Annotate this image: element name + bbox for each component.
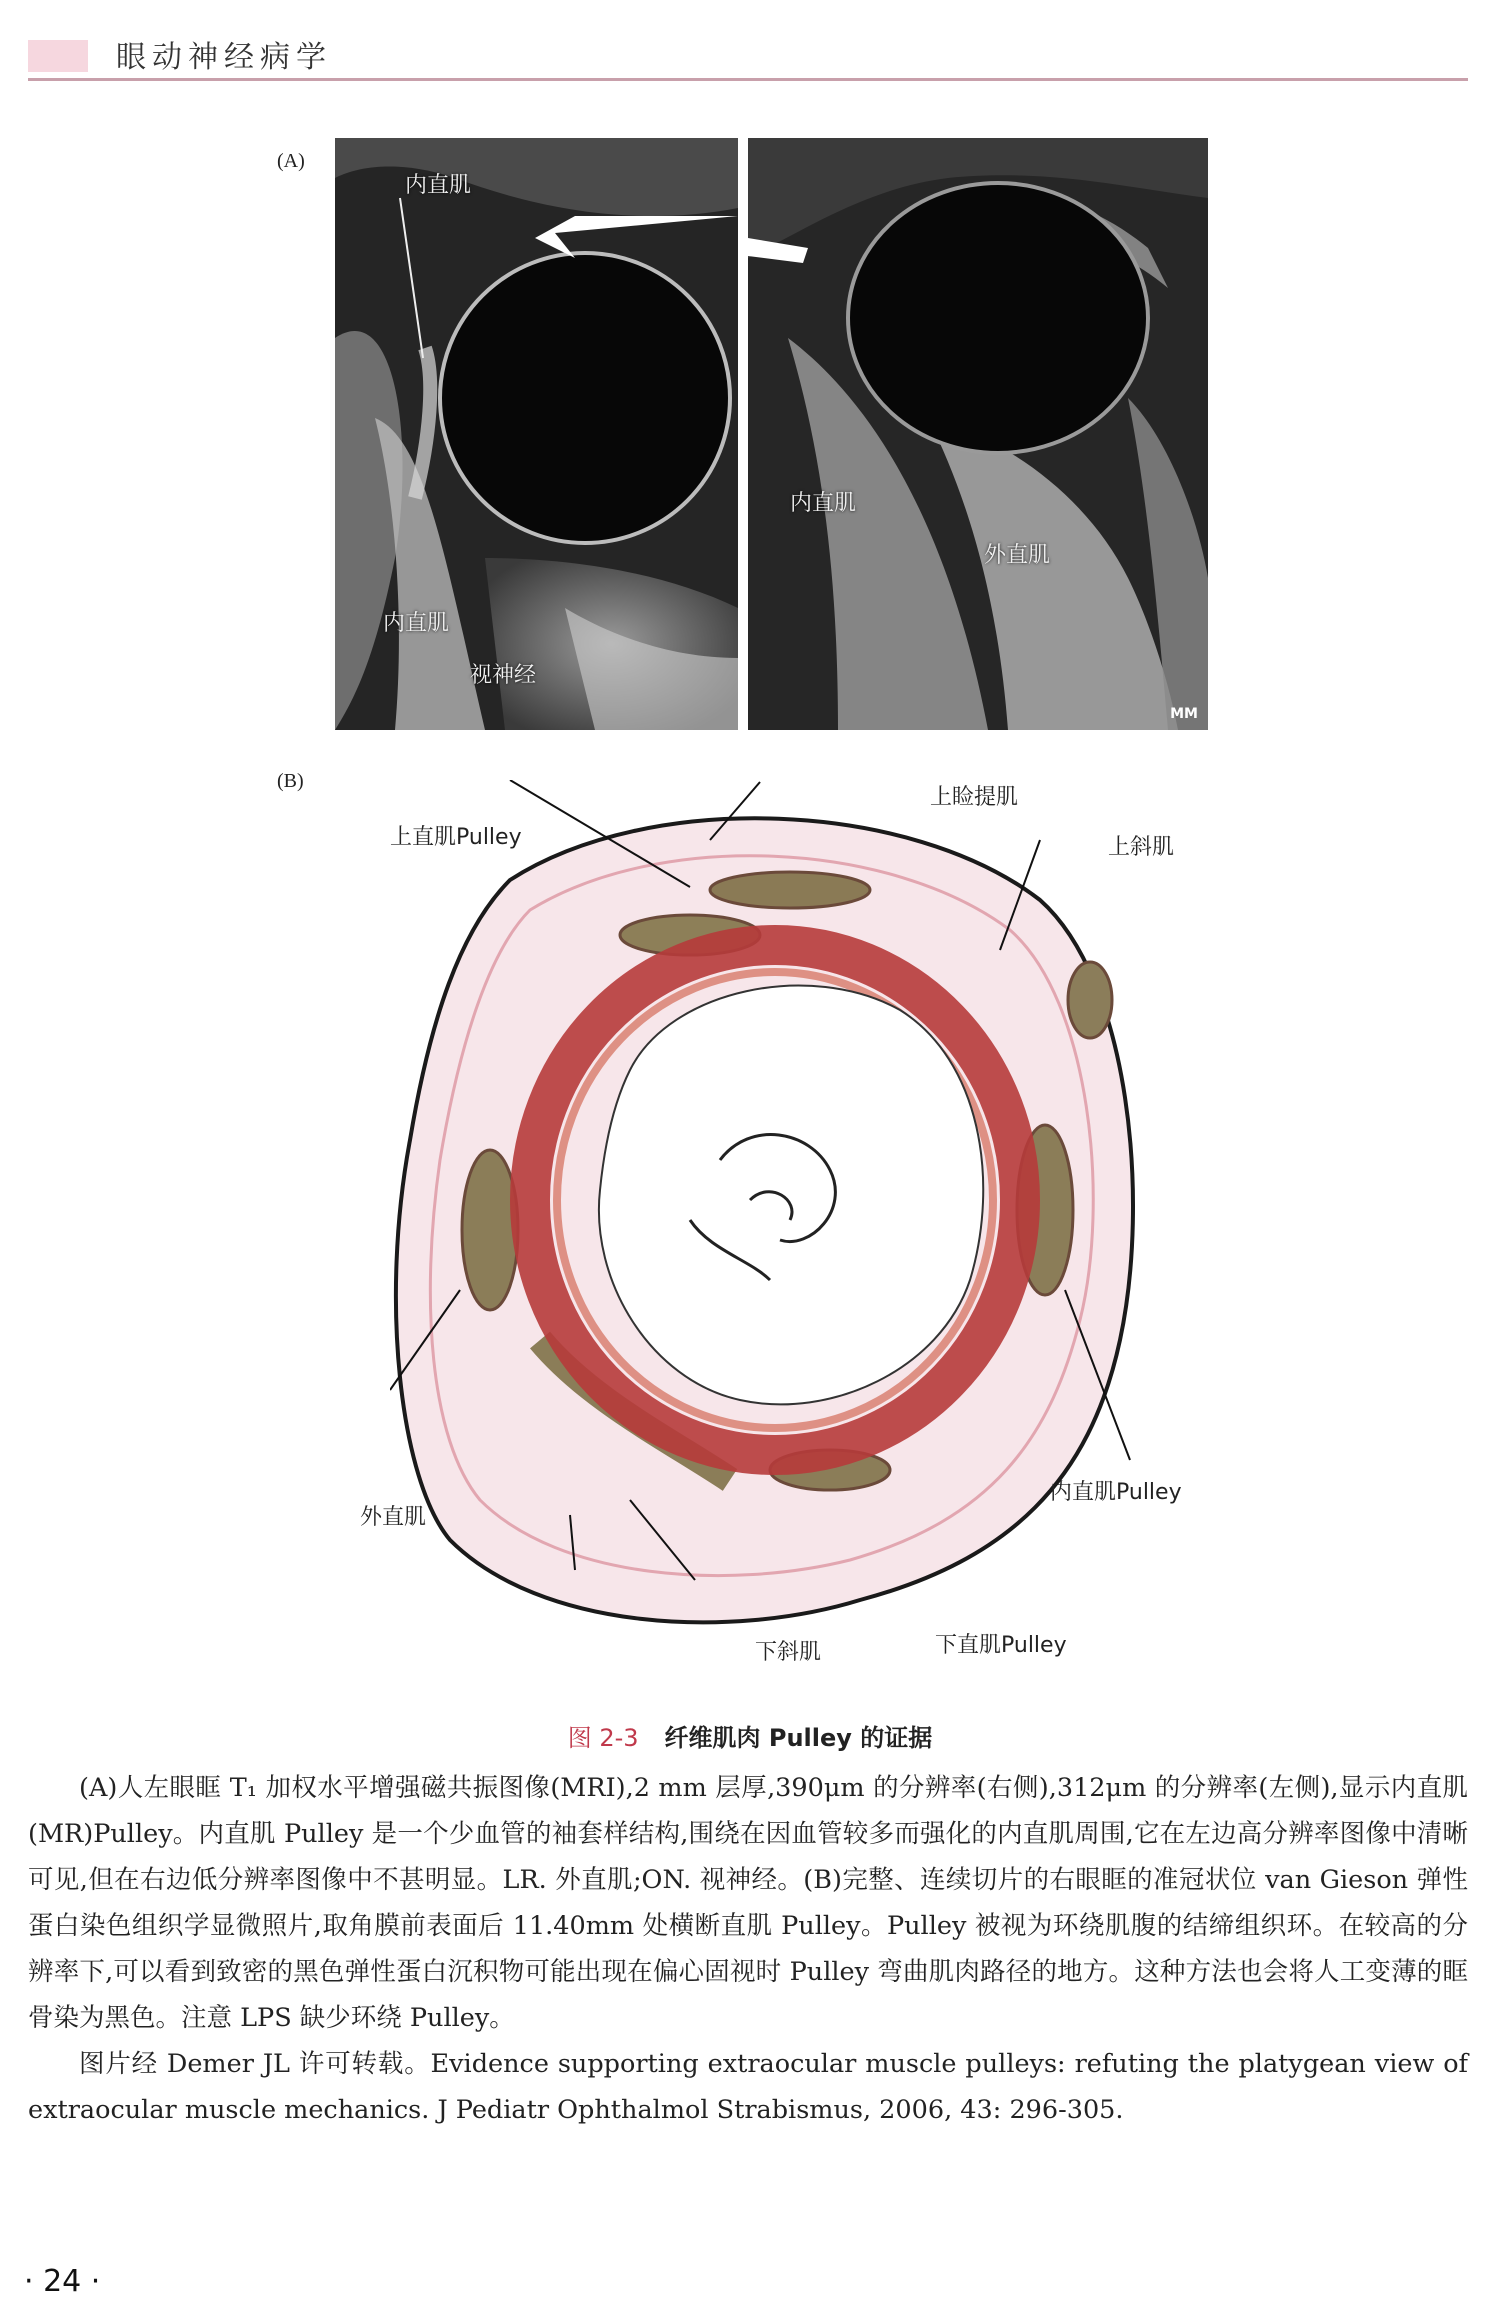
mri-label-medial-rectus-top: 内直肌 — [405, 173, 472, 198]
label-inferior-oblique: 下斜肌 — [755, 1640, 822, 1665]
page-number: · 24 · — [24, 2264, 101, 2299]
label-superior-oblique: 上斜肌 — [1108, 835, 1175, 860]
running-header — [28, 30, 1468, 78]
mri-image-right — [748, 138, 1208, 730]
mri-label-medial-rectus: 内直肌 — [383, 611, 450, 636]
label-mr-pulley: 内直肌Pulley — [1050, 1480, 1182, 1505]
caption-paragraph-2: 图片经 Demer JL 许可转载。Evidence supporting extraocular muscle pulleys: refuting the platygean view of extraocular muscle mechanics. J Pediatr Ophthalmol Strabismus, 2006, 43: 296-305. — [28, 2049, 1468, 2125]
mri-label-medial-rectus-right: 内直肌 — [790, 491, 857, 516]
panel-a-label: (A) — [277, 150, 305, 172]
panel-b-label: (B) — [277, 770, 304, 792]
figure-number: 图 2-3 — [567, 1724, 639, 1752]
label-sr-pulley: 上直肌Pulley — [390, 825, 522, 850]
mri-label-optic-nerve: 视神经 — [470, 663, 537, 688]
superior-oblique-shape — [1068, 962, 1112, 1038]
header-rule — [28, 78, 1468, 81]
book-title: 眼动神经病学 — [116, 40, 332, 75]
globe-interior — [599, 986, 983, 1405]
label-levator: 上睑提肌 — [930, 785, 1019, 810]
figure-caption-body — [28, 1765, 1468, 2133]
mri-image-left — [335, 138, 738, 730]
label-ir-pulley: 下直肌Pulley — [935, 1633, 1067, 1658]
figure-title: 纤维肌肉 Pulley 的证据 — [664, 1724, 933, 1752]
histology-micrograph — [360, 780, 1182, 1665]
label-lateral-rectus: 外直肌 — [360, 1505, 427, 1530]
figure-caption-title — [0, 1718, 1500, 1753]
lateral-rectus-shape — [462, 1150, 518, 1310]
caption-paragraph-1: (A)人左眼眶 T₁ 加权水平增强磁共振图像(MRI),2 mm 层厚,390μm 的分辨率(右侧),312μm 的分辨率(左侧),显示内直肌(MR)Pulley。内直肌 Pulley 是一个少血管的袖套样结构,围绕在因血管较多而强化的内直肌周围,它在左边高分辨率图像中清晰可见,但在右边低分辨率图像中不甚明显。LR. 外直肌;ON. 视神经。(B)完整、连续切片的右眼眶的准冠状位 van Gieson 弹性蛋白染色组织学显微照片,取角膜前表面后 11.40mm 处横断直肌 Pulley。Pulley 被视为环绕肌腹的结缔组织环。在较高的分辨率下,可以看到致密的黑色弹性蛋白沉积物可能出现在偏心固视时 Pulley 弯曲肌肉路径的地方。这种方法也会将人工变薄的眶骨染为黑色。注意 LPS 缺少环绕 Pulley。 — [28, 1773, 1468, 2033]
header-color-block — [28, 40, 88, 72]
mri-label-lateral-rectus: 外直肌 — [984, 543, 1051, 568]
author-mark: MM — [1170, 706, 1198, 722]
sr-pulley-shape — [710, 872, 870, 908]
